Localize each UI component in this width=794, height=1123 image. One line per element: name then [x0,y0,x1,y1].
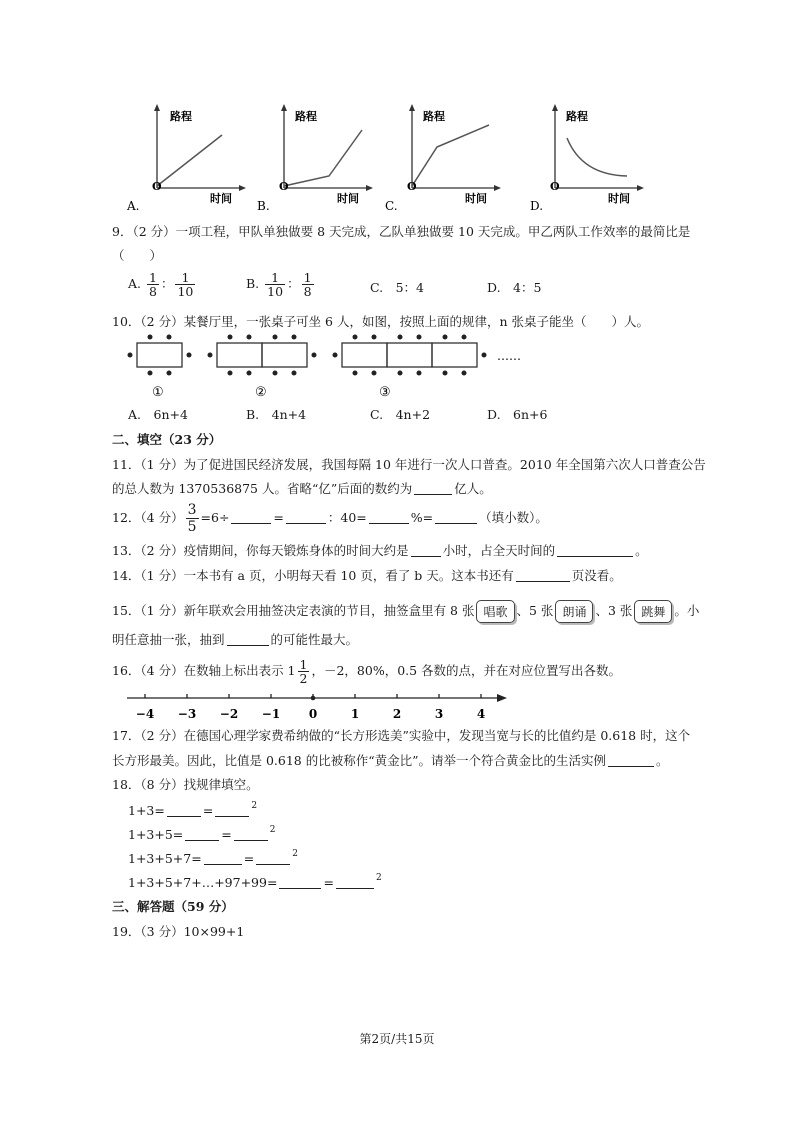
answer-blank[interactable] [557,544,633,557]
svg-text:路程: 路程 [295,110,317,123]
option-b-label: B. [257,199,270,213]
q12: 12．（4 分） $\frac{3}{5}$ =6÷ = ：40= %= （填小数）。 [112,502,548,535]
q18-row-2: 1+3+5= = $^2$ [128,825,276,842]
table-2 [208,335,317,401]
number-line-tick-label: −4 [135,707,155,721]
q9-option-d[interactable]: D. 4：5 [487,280,542,295]
q10-option-a[interactable]: A. 6n+4 [128,407,188,422]
table-1 [128,335,192,401]
answer-blank[interactable] [516,569,570,582]
answer-blank[interactable] [185,828,219,841]
q11-line1: 11．（1 分）为了促进国民经济发展，我国每隔 10 年进行一次人口普查。2010 年全国第六次人口普查公告 [112,457,706,472]
fraction: $\frac{3}{5}$ [187,502,197,535]
answer-blank[interactable] [215,804,249,817]
q9-option-c[interactable]: C. 5：4 [370,280,424,295]
q11-line2: 的总人数为 1370536875 人。省略“亿”后面的数约为 亿人。 [112,481,492,496]
figure-label-1: ① [152,385,164,400]
number-line-tick-label: 2 [392,707,402,721]
q9-paren: （ ） [112,248,163,263]
answer-blank[interactable] [336,876,374,889]
q18-row-4: 1+3+5+7+…+97+99= = $^2$ [128,873,382,890]
svg-text:路程: 路程 [423,110,445,123]
graph-b [257,104,373,213]
q10-table-pattern [122,333,542,403]
option-a-label: A. [127,199,140,213]
q18-row-3: 1+3+5+7= = $^2$ [128,849,298,866]
number-line-tick-label: 3 [434,707,444,721]
card-sing: 唱歌 [476,600,514,623]
svg-text:时间: 时间 [465,192,487,205]
answer-blank[interactable] [231,511,271,524]
origin-dot [311,696,316,701]
fraction: $\frac{1}{8}$ [149,270,157,299]
table-3 [333,335,487,401]
page-footer: 第2页/共15页 [359,1032,435,1046]
graph-d [530,104,644,213]
answer-blank[interactable] [411,544,441,557]
section-2-heading: 二、填空（23 分） [112,432,222,447]
graph-c [385,104,501,213]
option-c-label: C. [385,199,398,213]
figure-label-2: ② [255,385,267,400]
svg-text:时间: 时间 [608,192,630,205]
q10-option-b[interactable]: B. 4n+4 [246,407,307,422]
q18-row-1: 1+3= = $^2$ [128,801,258,818]
fraction: $\frac{1}{10}$ [267,270,284,299]
section-3-heading: 三、解答题（59 分） [112,899,234,914]
y-label: 路程 [170,110,192,123]
q16-stem: 16．（4 分）在数轴上标出表示 1 $\frac{1}{2}$ ，－2，80%，0.5 各数的点，并在对应位置写出各数。 [112,657,622,686]
number-line-tick-label: −2 [219,707,239,721]
svg-text:时间: 时间 [337,192,359,205]
number-line-tick-label: 4 [476,707,486,721]
q17-line2: 长方形最美。因此，比值是 0.618 的比被称作“黄金比”。请举一个符合黄金比的生活实例 。 [112,753,669,768]
answer-blank[interactable] [227,633,269,646]
q14: 14．（1 分）一本书有 a 页，小明每天看 10 页，看了 b 天。这本书还有 页没看。 [112,568,622,583]
number-line-tick-label: −1 [261,707,281,721]
graph-a [126,104,246,213]
option-d-label: D. [530,199,544,213]
svg-text:路程: 路程 [566,110,588,123]
answer-blank[interactable] [414,482,452,495]
fraction: $\frac{1}{8}$ [303,270,312,299]
q15-line2: 明任意抽一张，抽到 的可能性最大。 [112,632,359,647]
answer-blank[interactable] [279,876,321,889]
answer-blank[interactable] [234,828,268,841]
origin: O [152,180,162,193]
svg-text:O: O [550,180,560,193]
svg-text:O: O [407,180,417,193]
answer-blank[interactable] [167,804,201,817]
number-line-tick-label: 0 [308,707,318,721]
q10-option-c[interactable]: C. 4n+2 [370,407,431,422]
answer-blank[interactable] [369,511,409,524]
q9-stem: 9．（2 分）一项工程，甲队单独做要 8 天完成，乙队单独做要 10 天完成。甲乙两队工作效率的最简比是 [112,224,691,239]
q9-option-a[interactable]: A. $\frac{1}{8}$ ： $\frac{1}{10}$ [128,270,194,299]
q19: 19．（3 分）10×99+1 [112,924,245,939]
number-line-tick-label: −3 [177,707,197,721]
q8-graph-options [112,100,692,215]
answer-blank[interactable] [204,852,242,865]
ellipsis: …… [497,349,521,363]
q15-line1: 15．（1 分）新年联欢会用抽签决定表演的节目，抽签盒里有 8 张 唱歌 、5 张 朗诵 、3 张 跳舞 。小 [112,600,699,623]
card-recite: 朗诵 [555,600,593,623]
card-dance: 跳舞 [634,600,672,623]
q17-line1: 17．（2 分）在德国心理学家费希纳做的“长方形选美”实验中，发现当宽与长的比值约是 0.618 时，这个 [112,728,691,743]
figure-label-3: ③ [379,385,391,400]
q18-stem: 18．（8 分）找规律填空。 [112,777,259,792]
answer-blank[interactable] [256,852,290,865]
x-label: 时间 [210,192,232,205]
q10-option-d[interactable]: D. 6n+6 [487,407,548,422]
q13: 13．（2 分）疫情期间，你每天锻炼身体的时间大约是 小时，占全天时间的 。 [112,543,648,558]
number-line [125,688,515,724]
fraction: $\frac{1}{2}$ [299,657,308,686]
number-line-tick-label: 1 [350,707,360,721]
answer-blank[interactable] [608,754,654,767]
svg-text:O: O [279,180,289,193]
q9-option-b[interactable]: B. $\frac{1}{10}$ ： $\frac{1}{8}$ [246,270,312,299]
q10-stem: 10．（2 分）某餐厅里，一张桌子可坐 6 人，如图，按照上面的规律，n 张桌子能坐（ ）人。 [112,314,650,329]
fraction: $\frac{1}{10}$ [177,270,194,299]
answer-blank[interactable] [435,511,477,524]
answer-blank[interactable] [286,511,326,524]
